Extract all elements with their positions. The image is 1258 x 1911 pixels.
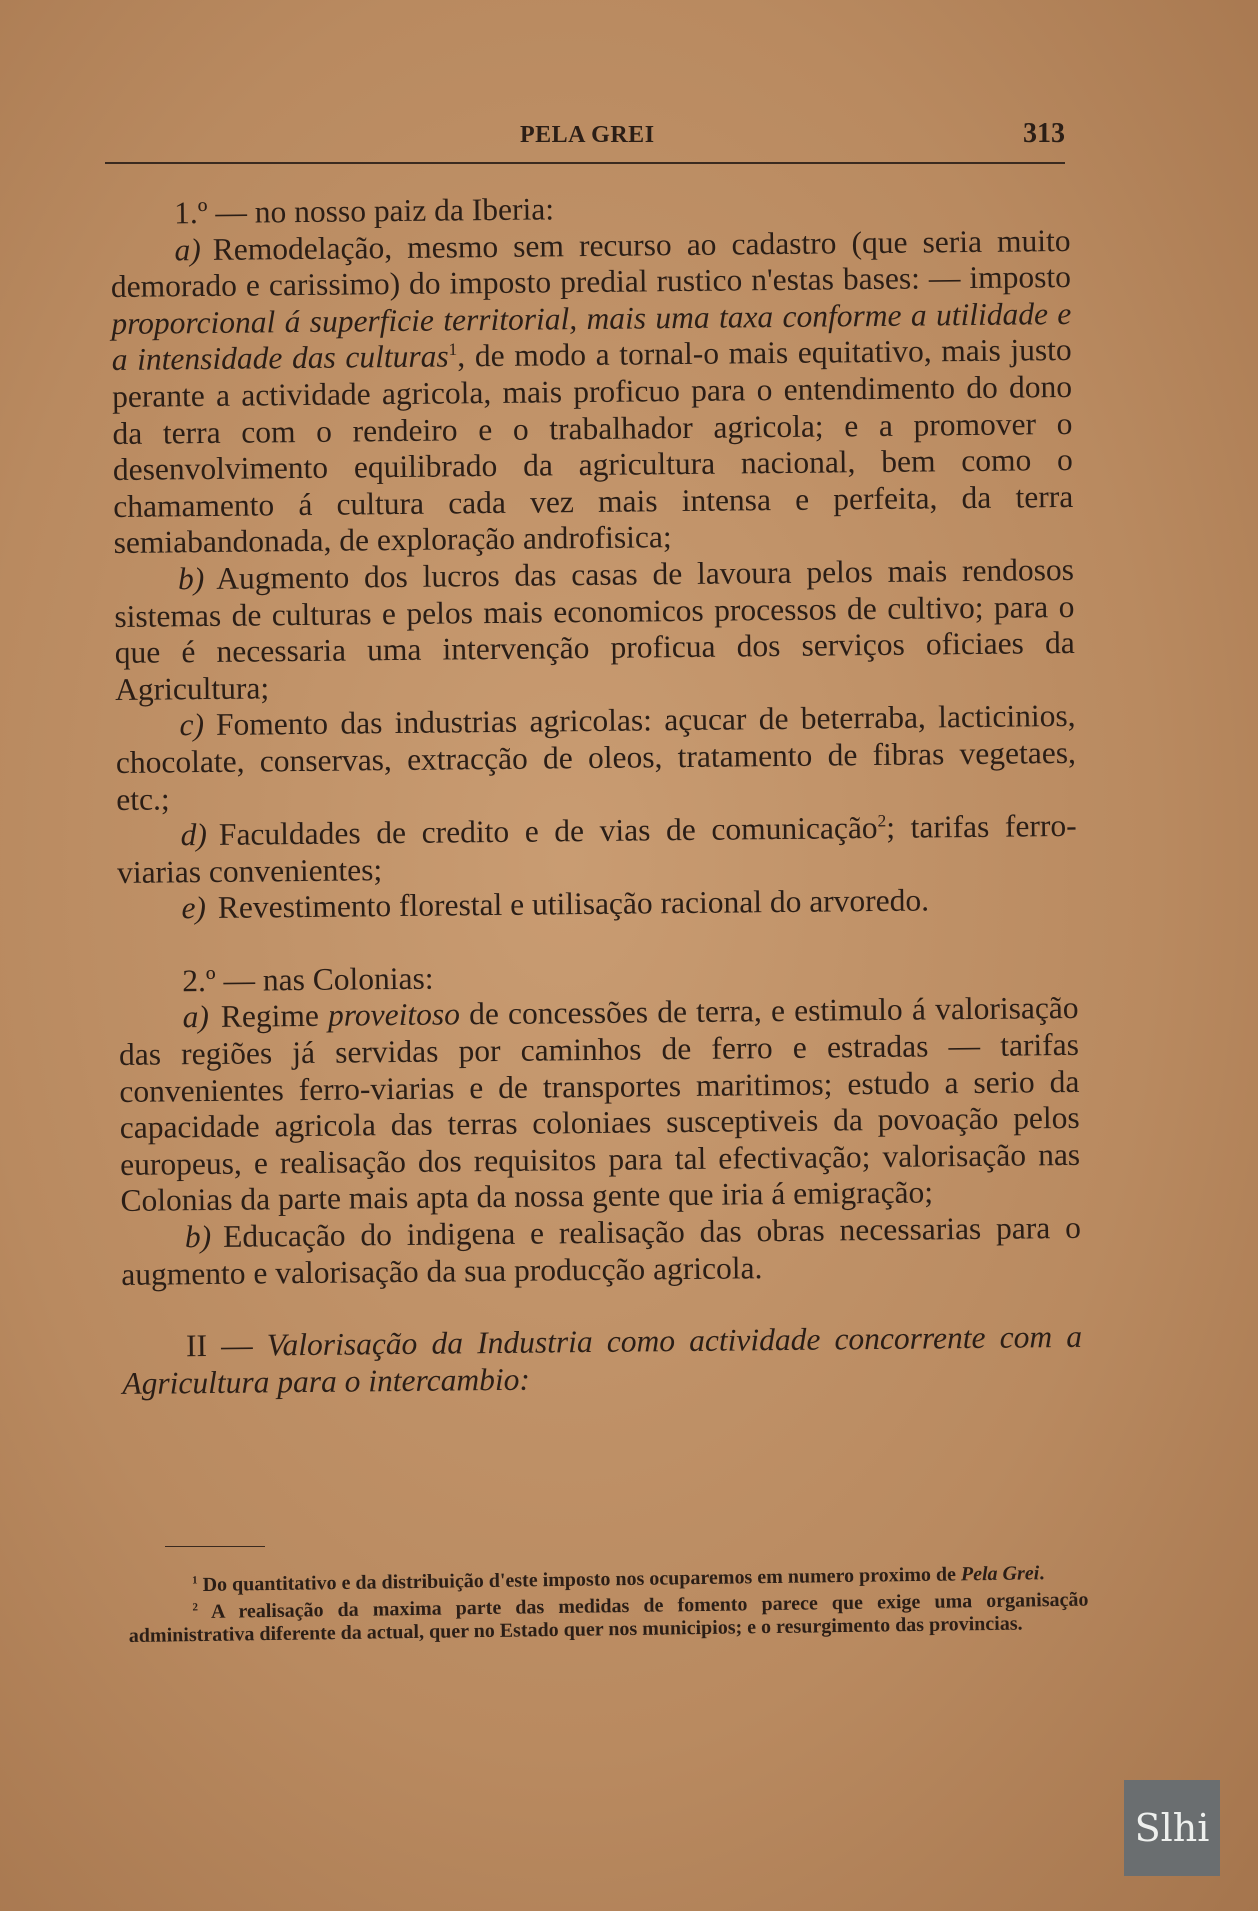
section-ii-heading: [122, 1319, 1083, 1402]
item-emphasis: proporcional á superficie territorial, mais uma taxa conforme a utilidade e a intensidade das culturas: [111, 295, 1072, 378]
footnote-text: A realisação da maxima parte das medidas de fomento parece que exige uma organisação administrativa diferente da actual, quer no Estado quer nos municipios; e o resurgimento das provincias.: [128, 1588, 1089, 1647]
footnote-ref: 1: [448, 340, 458, 360]
item-text: Revestimento florestal e utilisação racional do arvoredo.: [217, 882, 930, 926]
item-label: b): [177, 560, 205, 597]
library-logo: Slhi: [1124, 1780, 1220, 1876]
section-2-heading: 2.º — nas Colonias:: [182, 960, 434, 999]
item-text: Regime: [220, 998, 329, 1035]
item-label: e): [181, 890, 207, 926]
item-emphasis: proveitoso: [327, 996, 461, 1034]
body-text: [110, 186, 1083, 1402]
section-ii-title: Valorisação da Industria como actividade concorrente com a Agricultura para o intercambio:: [122, 1319, 1083, 1401]
item-text: Fomento das industrias agricolas: açucar de beterraba, lacticinios, chocolate, conservas, extracção de oleos, tratamento de fibras vegetaes, etc.;: [115, 698, 1077, 817]
section-1-heading: 1.º — no nosso paiz da Iberia:: [173, 191, 555, 231]
footnote-text: Do quantitativo e da distribuição d'este imposto nos ocuparemos em numero proximo de: [202, 1563, 962, 1596]
footnote-mark: 2: [192, 1601, 199, 1614]
item-1b: [114, 552, 1075, 708]
page-number: 313: [1023, 118, 1065, 149]
footnote-mark: 1: [191, 1574, 198, 1587]
item-label: c): [179, 707, 205, 743]
footnote-divider: [165, 1546, 265, 1547]
section-ii-number: II —: [185, 1327, 268, 1364]
footnote-emphasis: Pela Grei: [960, 1562, 1040, 1586]
footnotes: [128, 1562, 1089, 1652]
item-text-cont: ; tarifas ferro-viarias convenientes;: [116, 808, 1077, 890]
footnote-ref: 2: [877, 811, 887, 831]
item-label: b): [184, 1219, 212, 1255]
page-header: [105, 118, 1065, 164]
item-text-cont: , de modo a tornal-o mais equitativo, mais justo perante a actividade agricola, mais proficuo para o entendimento do dono da terra com o rendeiro e o trabalhador agricola; e a promover o desenvolvimento equilibrado da agricultura nacional, bem como o chamamento á cultura cada vez mais intensa e perfeita, da terra semiabandonada, de exploração androfisica;: [111, 332, 1074, 561]
item-label: a): [174, 231, 201, 267]
item-label: d): [180, 817, 208, 853]
item-text: Educação do indigena e realisação das obras necessarias para o augmento e valorisação da sua producção agricola.: [121, 1209, 1082, 1292]
footnote-2: [128, 1589, 1089, 1648]
footnote-text-end: .: [1039, 1562, 1045, 1585]
running-title: PELA GREI: [520, 122, 655, 148]
item-2a: [118, 990, 1080, 1220]
item-1d: [117, 808, 1078, 891]
item-2b: [121, 1210, 1082, 1293]
item-text-cont: de concessões de terra, e estimulo á valorisação das regiões já servidas por caminhos de ferro e estradas — tarifas convenientes ferro-viarias e de transportes maritimos; estudo a serio da capacidade agricola das terras coloniaes susceptiveis da povoação pelos europeus, e realisação dos requisitos para tal efectivação; valorisação nas Colonias da parte mais apta da nossa gente que iria á emigração;: [118, 990, 1081, 1219]
item-text: Faculdades de credito e de vias de comunicação: [218, 810, 878, 852]
item-1c: [115, 698, 1076, 818]
item-1a: [110, 223, 1073, 562]
item-text: Remodelação, mesmo sem recurso ao cadastro (que seria muito demorado e carissimo) do imposto predial rustico n'estas bases: — imposto: [110, 222, 1072, 305]
item-text: Augmento dos lucros das casas de lavoura pelos mais rendosos sistemas de culturas e pelos mais economicos processos de cultivo; para o que é necessaria uma intervenção proficua dos serviços oficiaes da Agricultura;: [114, 551, 1075, 707]
item-label: a): [182, 999, 210, 1035]
